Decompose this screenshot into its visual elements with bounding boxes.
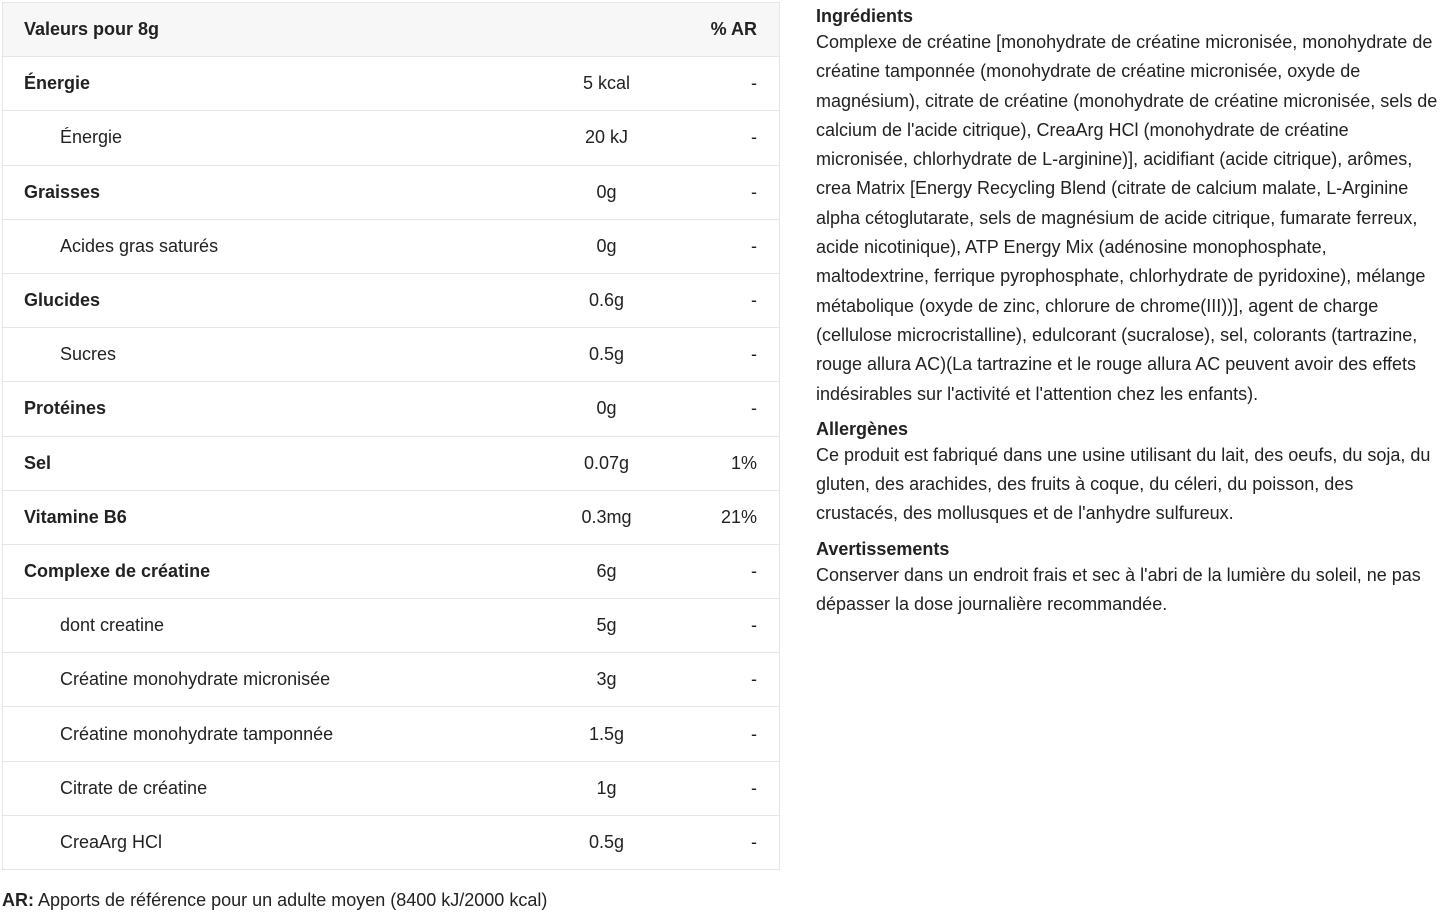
table-row [3, 328, 780, 382]
nutrient-name-text: dont creatine [60, 615, 165, 636]
nutrient-value: 5g [514, 599, 699, 653]
table-row [3, 273, 780, 327]
nutrient-ar: 1% [699, 436, 780, 490]
nutrient-name [3, 761, 515, 815]
nutrient-name-text: Acides gras saturés [60, 235, 219, 256]
nutrient-name [3, 273, 515, 327]
allergens-section [816, 417, 1438, 529]
nutrition-table [2, 2, 780, 870]
table-row [3, 57, 780, 111]
table-row [3, 165, 780, 219]
nutrient-name-text: Créatine monohydrate micronisée [60, 669, 331, 690]
nutrient-name [3, 219, 515, 273]
nutrition-table-body [3, 57, 780, 870]
table-row [3, 544, 780, 598]
warnings-text: Conserver dans un endroit frais et sec à l'abri de la lumière du soleil, ne pas dépasser la dose journalière recommandée. [816, 564, 1421, 615]
nutrient-name-text: Créatine monohydrate tamponnée [60, 723, 334, 744]
product-info [816, 4, 1438, 627]
header-value [514, 3, 699, 57]
nutrient-name-text: Vitamine B6 [24, 506, 127, 527]
footnote-label: AR: [2, 890, 34, 910]
nutrient-name-text: Complexe de créatine [24, 560, 211, 581]
nutrient-value: 0.5g [514, 815, 699, 869]
table-row [3, 707, 780, 761]
nutrient-name-text: Énergie [60, 127, 123, 148]
nutrient-value: 0.07g [514, 436, 699, 490]
nutrient-value: 6g [514, 544, 699, 598]
nutrient-ar: - [699, 328, 780, 382]
nutrient-ar: - [699, 219, 780, 273]
nutrient-name [3, 165, 515, 219]
footnote [2, 890, 547, 911]
warnings-title: Avertissements [816, 538, 950, 559]
allergens-title: Allergènes [816, 418, 909, 439]
nutrient-name [3, 544, 515, 598]
nutrient-name [3, 599, 515, 653]
nutrient-name [3, 653, 515, 707]
nutrient-name-text: Sel [24, 452, 52, 473]
nutrient-name-text: Énergie [24, 73, 91, 94]
table-row [3, 219, 780, 273]
nutrient-value: 0g [514, 165, 699, 219]
table-row [3, 761, 780, 815]
table-row [3, 815, 780, 869]
nutrient-value: 0.3mg [514, 490, 699, 544]
nutrient-ar: - [699, 111, 780, 165]
nutrient-value: 3g [514, 653, 699, 707]
nutrient-value: 0.6g [514, 273, 699, 327]
allergens-text: Ce produit est fabriqué dans une usine utilisant du lait, des oeufs, du soja, du gluten, des arachides, des fruits à coque, du céleri, du poisson, des crustacés, des mollusques et de l'anhydre sulfureux. [816, 444, 1431, 524]
nutrient-name [3, 436, 515, 490]
nutrient-name-text: Citrate de créatine [60, 777, 208, 798]
ingredients-section [816, 4, 1438, 409]
nutrient-value: 1.5g [514, 707, 699, 761]
nutrient-name-text: Protéines [24, 398, 107, 419]
nutrient-ar: - [699, 165, 780, 219]
nutrient-ar: - [699, 761, 780, 815]
nutrient-name [3, 382, 515, 436]
nutrient-ar: - [699, 815, 780, 869]
nutrient-ar: - [699, 544, 780, 598]
nutrient-ar: - [699, 599, 780, 653]
nutrient-name-text: Glucides [24, 290, 101, 311]
nutrient-value: 0g [514, 382, 699, 436]
nutrient-name [3, 490, 515, 544]
nutrient-name [3, 111, 515, 165]
nutrient-ar: - [699, 382, 780, 436]
nutrient-ar: 21% [699, 490, 780, 544]
footnote-text: Apports de référence pour un adulte moyen (8400 kJ/2000 kcal) [34, 890, 548, 910]
nutrient-name-text: Graisses [24, 181, 101, 202]
nutrient-ar: - [699, 273, 780, 327]
ingredients-title: Ingrédients [816, 6, 914, 26]
nutrient-name [3, 815, 515, 869]
ingredients-text: Complexe de créatine [monohydrate de créatine micronisée, monohydrate de créatine tamponnée (monohydrate de créatine micronisée, oxyde de magnésium), citrate de créatine (monohydrate de créatine micronisée, sels de calcium de l'acide citrique), CreaArg HCl (monohydrate de créatine micronisée, chlorhydrate de L-arginine)], acidifiant (acide citrique), arômes, crea Matrix [Energy Recycling Blend (citrate de calcium malate, L-Arginine alpha cétoglutarate, sels de magnésium de acide citrique, fumarate ferreux, acide nicotinique), ATP Energy Mix (adénosine monophosphate, maltodextrine, ferrique pyrophosphate, chlorhydrate de pyridoxine), mélange métabolique (oxyde de zinc, chlorure de chrome(III))], agent de charge (cellulose microcristalline), edulcorant (sucralose), sel, colorants (tartrazine, rouge allura AC)(La tartrazine et le rouge allura AC peuvent avoir des effets indésirables sur l'activité et l'attention chez les enfants). [816, 32, 1438, 404]
nutrient-value: 5 kcal [514, 57, 699, 111]
table-row [3, 111, 780, 165]
nutrient-ar: - [699, 57, 780, 111]
nutrient-ar: - [699, 653, 780, 707]
nutrient-value: 0.5g [514, 328, 699, 382]
warnings-section [816, 537, 1438, 620]
table-row [3, 653, 780, 707]
nutrient-name-text: Sucres [60, 344, 117, 365]
nutrient-value: 1g [514, 761, 699, 815]
table-row [3, 382, 780, 436]
header-name: Valeurs pour 8g [3, 3, 515, 57]
table-header-row [3, 3, 780, 57]
nutrient-name [3, 328, 515, 382]
nutrient-name [3, 57, 515, 111]
nutrient-name-text: CreaArg HCl [60, 831, 163, 852]
nutrient-value: 20 kJ [514, 111, 699, 165]
header-ar: % AR [699, 3, 780, 57]
nutrient-name [3, 707, 515, 761]
nutrient-ar: - [699, 707, 780, 761]
table-row [3, 436, 780, 490]
table-row [3, 599, 780, 653]
nutrient-value: 0g [514, 219, 699, 273]
table-row [3, 490, 780, 544]
